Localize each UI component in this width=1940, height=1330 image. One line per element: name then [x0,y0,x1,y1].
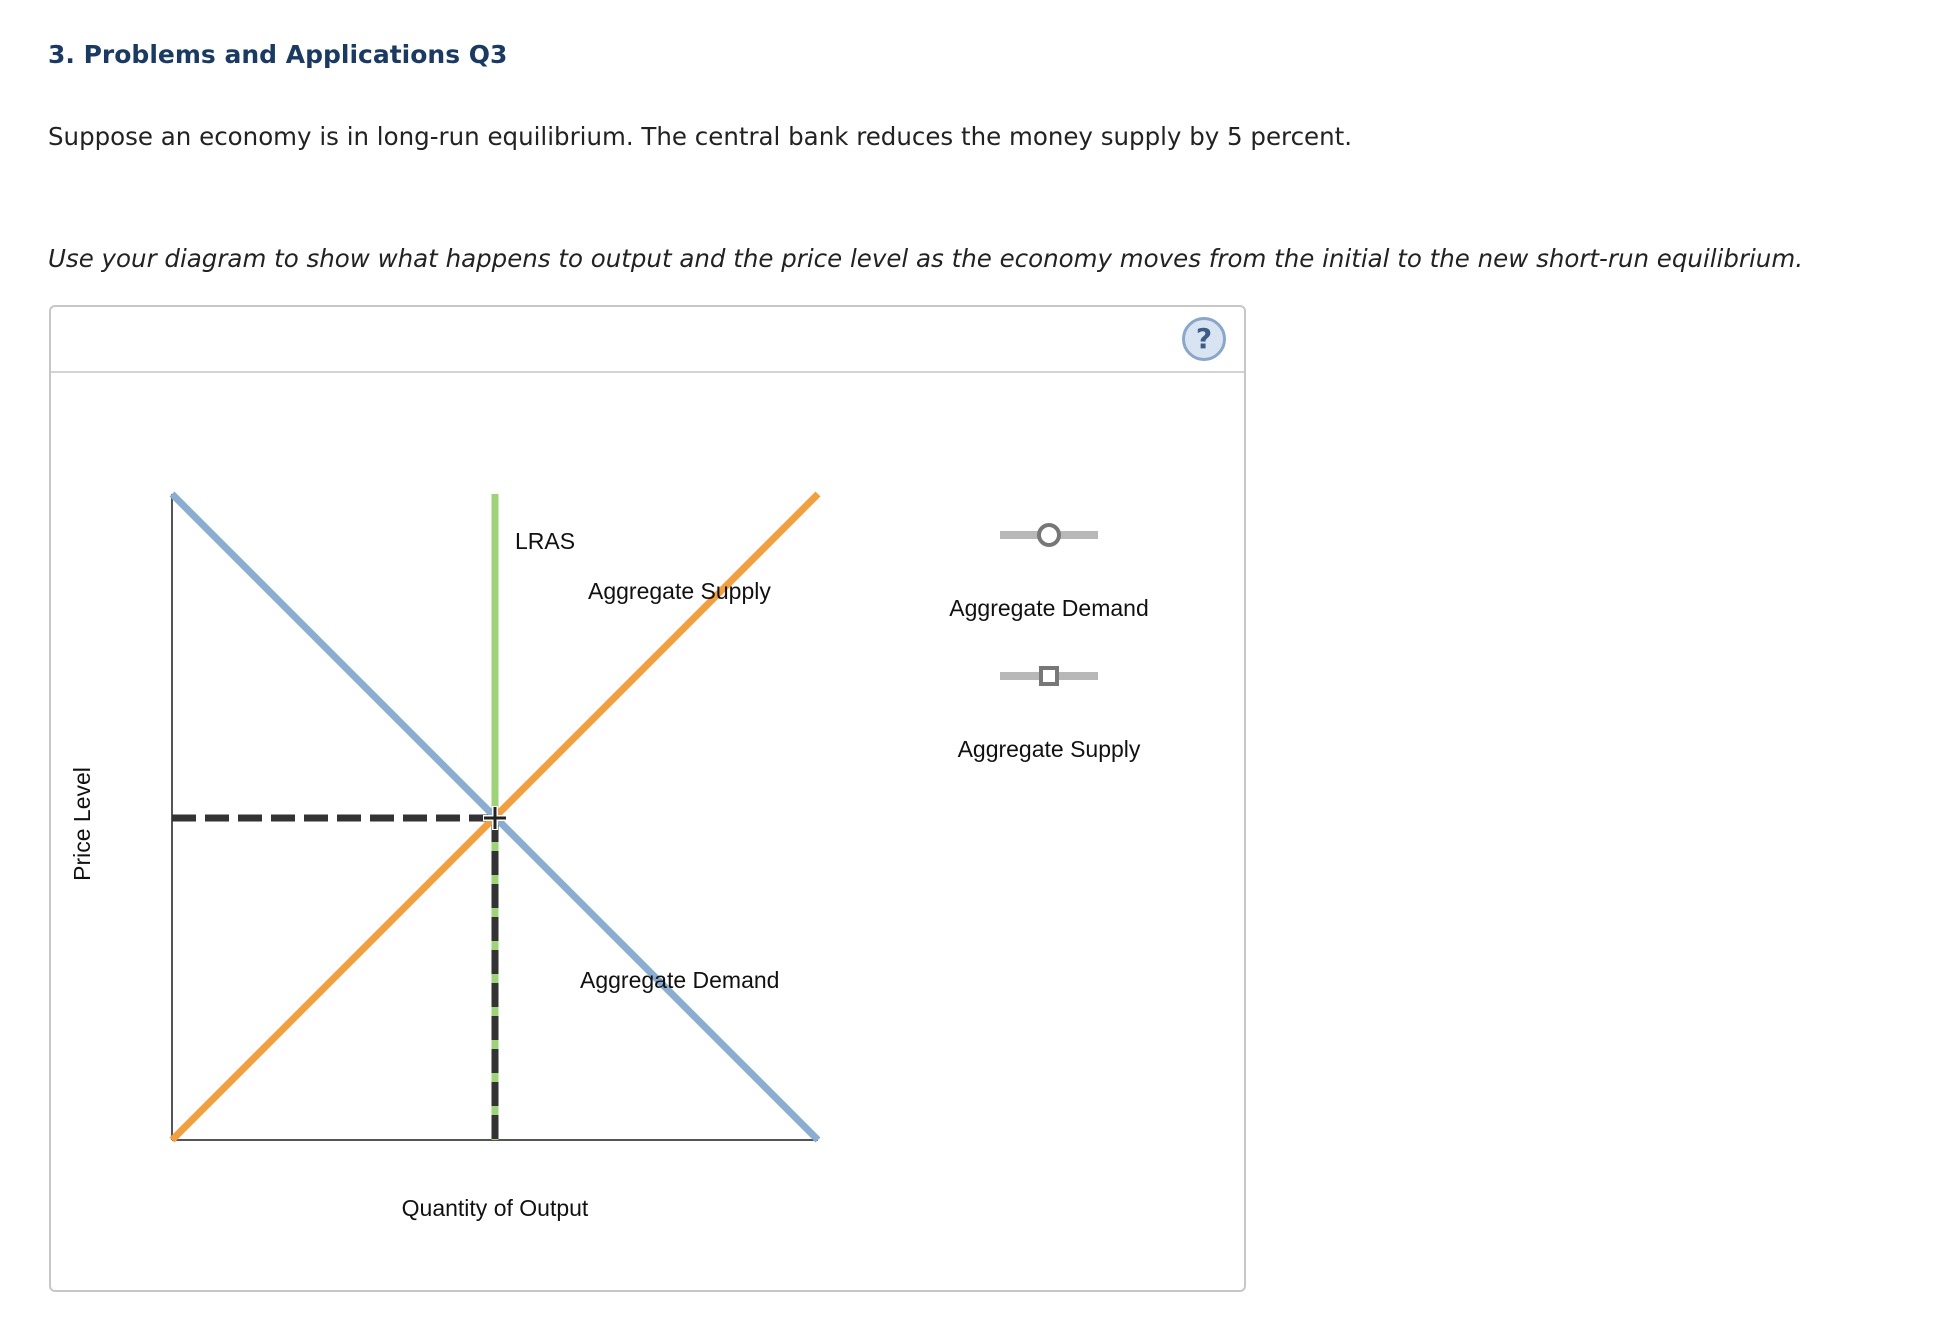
aggregate-supply-curve-label: Aggregate Supply [588,578,771,604]
aggregate-demand-curve-label: Aggregate Demand [580,967,780,993]
palette-aggregate-supply-label[interactable]: Aggregate Supply [957,736,1141,762]
question-instruction: Use your diagram to show what happens to output and the price level as the economy moves from the initial to the new short-run equilibrium. [48,244,1803,273]
lras-label: LRAS [515,528,576,554]
circle-marker-icon [1039,525,1059,545]
y-axis-label: Price Level [69,767,95,881]
question-prompt: Suppose an economy is in long-run equilibrium. The central bank reduces the money supply by 5 percent. [48,122,1353,151]
help-symbol: ? [1195,322,1213,355]
palette-aggregate-demand-label[interactable]: Aggregate Demand [949,595,1149,621]
question-title: 3. Problems and Applications Q3 [48,40,508,69]
x-axis-label: Quantity of Output [401,1195,589,1221]
palette-aggregate-supply-tool[interactable] [1000,668,1098,684]
palette-aggregate-demand-tool[interactable] [1000,525,1098,545]
square-marker-icon [1041,668,1057,684]
